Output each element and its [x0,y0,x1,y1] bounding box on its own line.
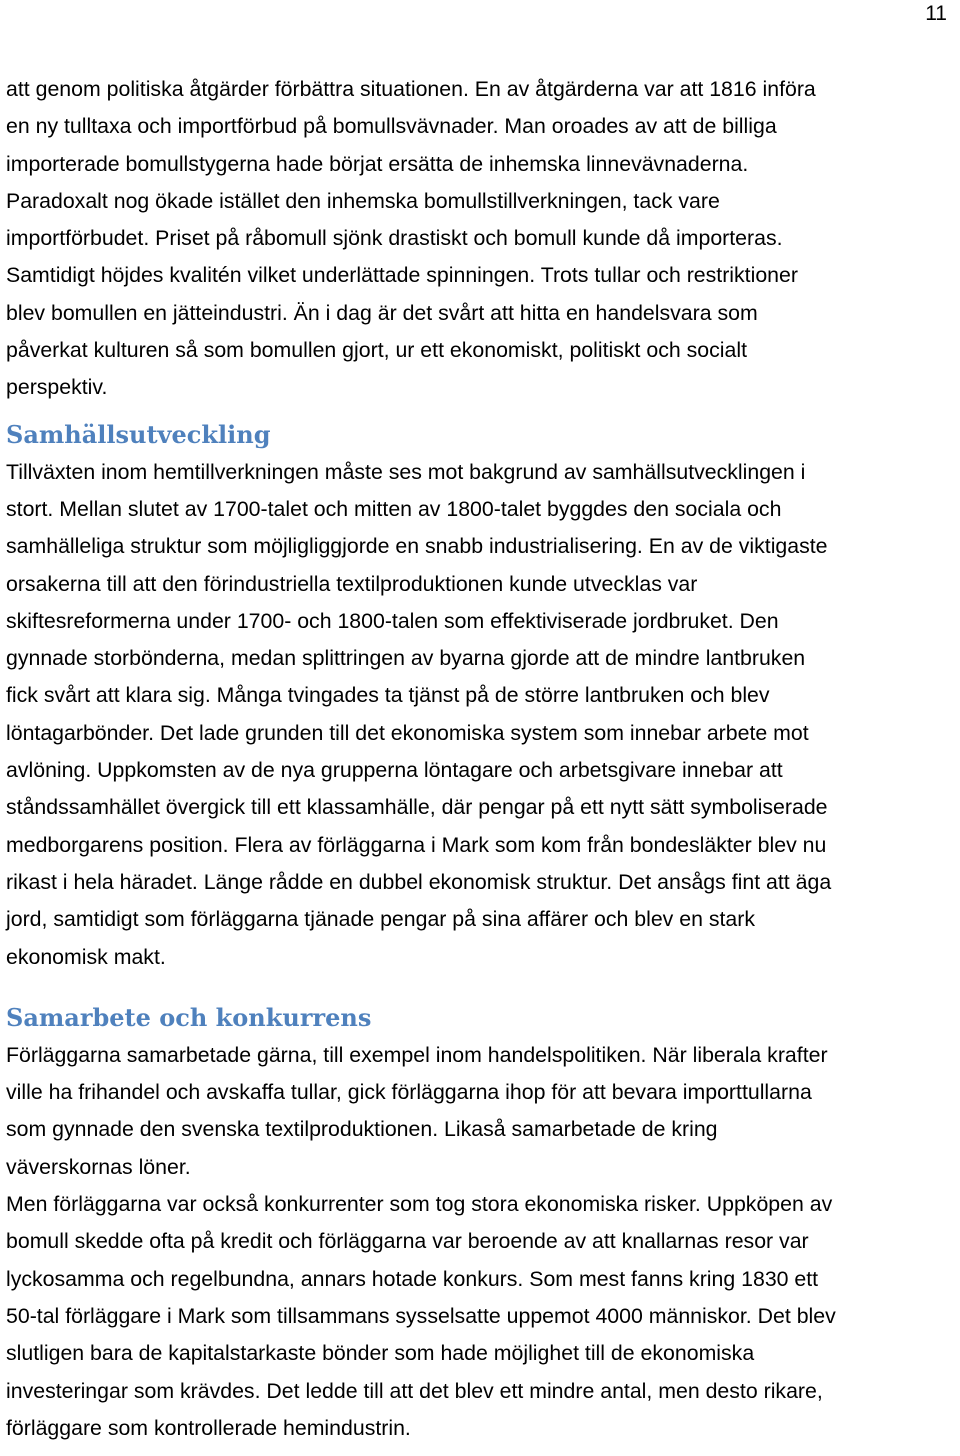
text-line: som gynnade den svenska textilproduktionen. Likaså samarbetade de kring [6,1117,718,1142]
text-line: gynnade storbönderna, medan splittringen av byarna gjorde att de mindre lantbruken [6,646,806,671]
text-line: avlöning. Uppkomsten av de nya grupperna löntagare och arbetsgivare innebar att [6,758,783,783]
text-line: Förläggarna samarbetade gärna, till exempel inom handelspolitiken. När liberala krafter [6,1042,828,1067]
paragraph-1 [6,71,951,407]
paragraph-4 [6,1186,951,1447]
text-line: slutligen bara de kapitalstarkaste bönder som hade möjlighet till de ekonomiska [6,1341,755,1366]
text-line: skiftesreformerna under 1700- och 1800-talen som effektiviserade jordbruket. Den [6,608,779,633]
paragraph-2 [6,454,951,976]
text-line: Paradoxalt nog ökade istället den inhemska bomullstillverkningen, tack vare [6,188,720,213]
text-line: en ny tulltaxa och importförbud på bomullsvävnader. Man oroades av att de billiga [6,114,777,139]
text-line: samhälleliga struktur som möjligliggjorde en snabb industrialisering. En av de viktigaste [6,534,828,559]
text-line: Men förläggarna var också konkurrenter som tog stora ekonomiska risker. Uppköpen av [6,1192,833,1217]
paragraph-3 [6,1037,951,1186]
text-line: importerade bomullstygerna hade börjat ersätta de inhemska linnevävnaderna. [6,151,749,176]
text-line: jord, samtidigt som förläggarna tjänade pengar på sina affärer och blev en stark [6,907,755,932]
text-line: perspektiv. [6,375,108,400]
text-line: 50-tal förläggare i Mark som tillsammans sysselsatte uppemot 4000 människor. Det blev [6,1303,836,1328]
text-line: att genom politiska åtgärder förbättra situationen. En av åtgärderna var att 1816 införa [6,77,816,101]
section-heading-samarbete-och-konkurrens: Samarbete och konkurrens [6,1002,372,1032]
text-line: ståndssamhället övergick till ett klassamhälle, där pengar på ett nytt sätt symboliserade [6,795,828,820]
text-line: ekonomisk makt. [6,944,166,969]
text-line: investeringar som krävdes. Det ledde till att det blev ett mindre antal, men desto rikare, [6,1378,823,1403]
text-line: blev bomullen en jätteindustri. Än i dag är det svårt att hitta en handelsvara som [6,300,758,325]
text-line: stort. Mellan slutet av 1700-talet och mitten av 1800-talet byggdes den sociala och [6,496,782,521]
text-line: fick svårt att klara sig. Många tvingades ta tjänst på de större lantbruken och blev [6,683,770,708]
text-line: importförbudet. Priset på råbomull sjönk drastiskt och bomull kunde då importeras. [6,226,783,251]
text-line: Samtidigt höjdes kvalitén vilket underlättade spinningen. Trots tullar och restriktioner [6,263,798,288]
page-number: 11 [925,2,947,25]
text-line: ville ha frihandel och avskaffa tullar, gick förläggarna ihop för att bevara importtullarna [6,1080,812,1105]
text-line: påverkat kulturen så som bomullen gjort, ur ett ekonomiskt, politiskt och socialt [6,338,747,363]
text-line: löntagarbönder. Det lade grunden till det ekonomiska system som innebar arbete mot [6,720,809,745]
text-line: orsakerna till att den förindustriella textilproduktionen kunde utvecklas var [6,571,698,596]
text-line: bomull skedde ofta på kredit och förläggarna var beroende av att knallarnas resor var [6,1229,809,1254]
text-line: medborgarens position. Flera av förläggarna i Mark som kom från bondesläkter blev nu [6,832,827,857]
document-body [6,71,951,1447]
text-line: väverskornas löner. [6,1154,191,1179]
text-line: förläggare som kontrollerade hemindustrin. [6,1415,411,1440]
text-line: rikast i hela häradet. Länge rådde en dubbel ekonomisk struktur. Det ansågs fint att äga [6,869,832,894]
section-heading-samhallsutveckling: Samhällsutveckling [6,419,271,449]
text-line: lyckosamma och regelbundna, annars hotade konkurs. Som mest fanns kring 1830 ett [6,1266,819,1291]
text-line: Tillväxten inom hemtillverkningen måste ses mot bakgrund av samhällsutvecklingen i [6,459,806,484]
